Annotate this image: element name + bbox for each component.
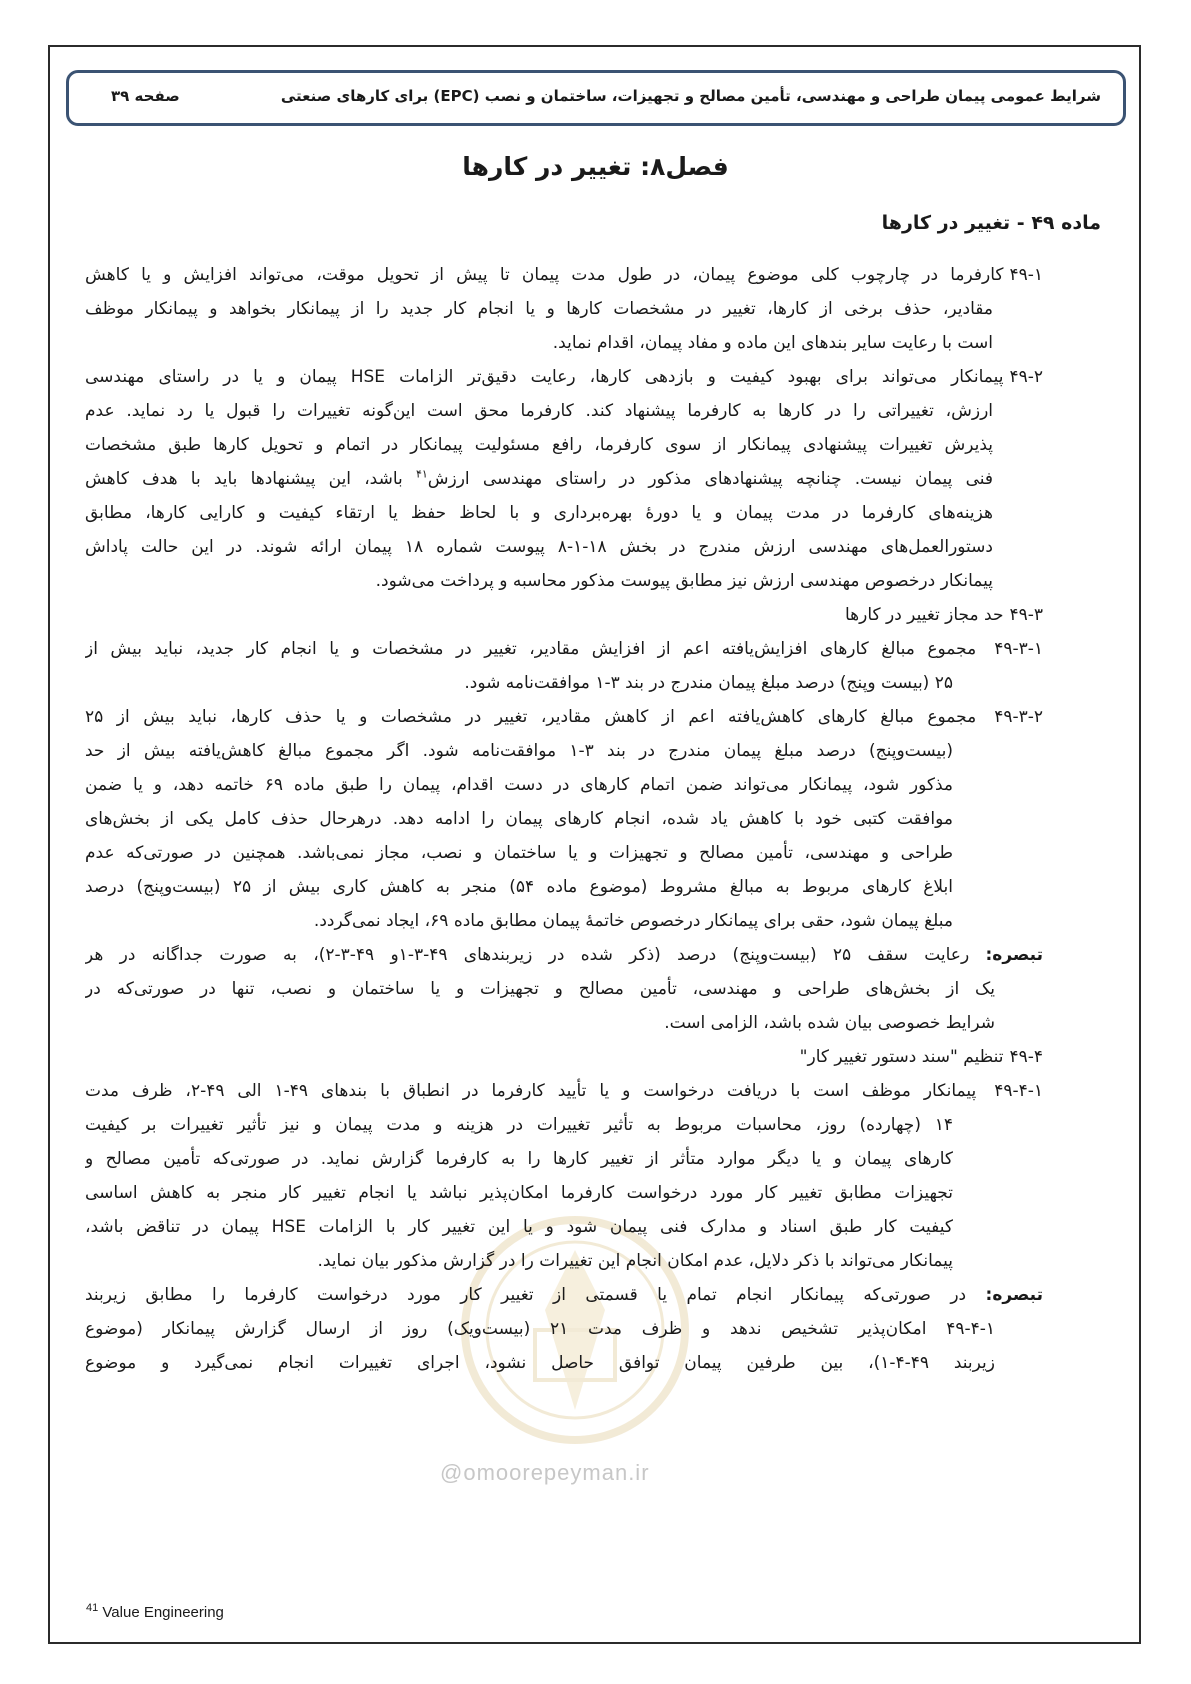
clause-line: کارهای پیمان و یا دیگر موارد متأثر از تغییر کارها را به کارفرما گزارش نماید. در صورتی‌که تأمین مصالح و [85, 1149, 953, 1169]
note-line: تبصره: در صورتی‌که پیمانکار انجام تمام یا قسمتی از تغییر کار مورد درخواست کارفرما را مطابق زیربند [85, 1285, 1043, 1305]
clause-line: ۱۴ (چهارده) روز، محاسبات مربوط به تأثیر تغییرات در هزینه و مدت پیمان و نیز تأثیر تغییرات بر کیفیت [85, 1115, 953, 1135]
clause-number: ۴۹-۲ [1009, 367, 1043, 387]
clause-line: مقادیر، حذف برخی از کارها، تغییر در مشخصات کارها و یا انجام کار جدید را از پیمانکار بخواهد و پیمانکار موظف [85, 299, 993, 319]
clause-number: ۴۹-۳-۱ [994, 639, 1043, 659]
clause-number: ۴۹-۳ [1009, 605, 1043, 625]
clause-line: مبلغ پیمان شود، حقی برای پیمانکار درخصوص خاتمهٔ پیمان مطابق ماده ۶۹، ایجاد نمی‌گردد. [313, 911, 953, 931]
clause-line: ۴۹-۳-۲مجموع مبالغ کارهای کاهش‌یافته اعم از کاهش مقادیر، تغییر در مشخصات و یا حذف کارها، نباید بیش از ۲۵ [85, 707, 1043, 727]
document-body [85, 258, 1043, 1380]
article-title: ماده ۴۹ - تغییر در کارها [881, 212, 1101, 234]
clause-line: دستورالعمل‌های مهندسی ارزش مندرج در بخش ۱۸-۱-۸ پیوست شماره ۱۸ پیمان ارائه شوند. در این حالت پاداش [85, 537, 993, 557]
clause-line: پذیرش تغییرات پیشنهادی پیمانکار از سوی کارفرما، رافع مسئولیت پیمانکار در اتمام و تحویل کارها طبق مشخصات [85, 435, 993, 455]
page-header [66, 70, 1126, 126]
clause-line: مذکور شود، پیمانکار می‌تواند ضمن اتمام کارهای در دست اقدام، پیمان را طبق ماده ۶۹ خاتمه دهد، و یا ضمن [85, 775, 953, 795]
clause-line: تجهیزات مطابق تغییر کار مورد درخواست کارفرما امکان‌پذیر نباشد یا انجام تغییر کار منجر به کاهش اساسی [85, 1183, 953, 1203]
clause-line: طراحی و مهندسی، تأمین مصالح و تجهیزات و یا ساختمان و نصب، مجاز نمی‌باشد. همچنین در صورتی‌که عدم [85, 843, 953, 863]
watermark-text: @omoorepeyman.ir [440, 1460, 650, 1485]
clause-line: موافقت کتبی خود با کاهش یاد شده، انجام کارهای پیمان را ادامه دهد. درهرحال حذف کامل یکی از بخش‌های [85, 809, 953, 829]
clause-line: ارزش، تغییراتی را در کارها به کارفرما پیشنهاد کند. کارفرما محق است این‌گونه تغییرات را قبول یا رد نماید. عدم [85, 401, 993, 421]
clause-number: ۴۹-۱ [1009, 265, 1043, 285]
clause-line: ۴۹-۲پیمانکار می‌تواند برای بهبود کیفیت و بازدهی کارها، رعایت دقیق‌تر الزامات HSE پیمان و یا در راستای مهندسی [85, 367, 1043, 387]
clause-line: هزینه‌های کارفرما در مدت پیمان و یا دورهٔ بهره‌برداری و با لحاظ حفظ یا ارتقاء کیفیت و کارایی کارها، مطابق [85, 503, 993, 523]
clause-line: پیمانکار درخصوص مهندسی ارزش نیز مطابق پیوست مذکور محاسبه و پرداخت می‌شود. [375, 571, 993, 591]
clause-line: ۴۹-۴-۱پیمانکار موظف است با دریافت درخواست و یا تأیید کارفرما در انطباق با بندهای ۴۹-۱ الی ۴۹-۲، ظرف مدت [85, 1081, 1043, 1101]
footnote-text: Value Engineering [98, 1604, 224, 1621]
chapter-title: فصل۸: تغییر در کارها [462, 152, 729, 181]
footnote-ref: ۴۱ [415, 467, 428, 481]
clause-line: ابلاغ کارهای مربوط به مبالغ مشروط (موضوع ماده ۵۴) منجر به کاهش کاری بیش از ۲۵ (بیست‌وپنج) درصد [85, 877, 953, 897]
note-label: تبصره: [985, 945, 1043, 965]
clause-line: ۴۹-۴تنظیم "سند دستور تغییر کار" [799, 1047, 1043, 1067]
clause-number: ۴۹-۴ [1009, 1047, 1043, 1067]
footnote-number: 41 [86, 1602, 99, 1614]
footnote [86, 1604, 224, 1621]
note-line: تبصره: رعایت سقف ۲۵ (بیست‌وپنج) درصد (ذکر شده در زیربندهای ۴۹-۳-۱و ۴۹-۳-۲)، به صورت جداگانه در هر [85, 945, 1043, 965]
note-line: ۴۹-۴-۱ امکان‌پذیر تشخیص ندهد و ظرف مدت ۲۱ (بیست‌ویک) روز از ارسال گزارش پیمانکار (موضوع [85, 1319, 995, 1339]
clause-number: ۴۹-۳-۲ [994, 707, 1043, 727]
clause-line: پیمانکار می‌تواند با ذکر دلایل، عدم امکان انجام این تغییرات را در گزارش مذکور بیان نماید. [317, 1251, 953, 1271]
clause-number: ۴۹-۴-۱ [994, 1081, 1043, 1101]
note-label: تبصره: [985, 1285, 1043, 1305]
note-line: یک از بخش‌های طراحی و مهندسی، تأمین مصالح و تجهیزات و یا ساختمان و نصب، تنها در صورتی‌که در [85, 979, 995, 999]
clause-line: ۴۹-۳حد مجاز تغییر در کارها [844, 605, 1043, 625]
clause-line: ۴۹-۳-۱مجموع مبالغ کارهای افزایش‌یافته اعم از افزایش مقادیر، تغییر در مشخصات و یا انجام کار جدید، نباید بیش از [85, 639, 1043, 659]
note-line: زیربند ۴۹-۴-۱)، بین طرفین پیمان توافق حاصل نشود، اجرای تغییرات انجام نمی‌گیرد و موضوع [85, 1353, 995, 1373]
clause-line: است با رعایت سایر بندهای این ماده و مفاد پیمان، اقدام نماید. [552, 333, 993, 353]
note-line: شرایط خصوصی بیان شده باشد، الزامی است. [664, 1013, 995, 1033]
clause-line: ۴۹-۱کارفرما در چارچوب کلی موضوع پیمان، در طول مدت پیمان تا پیش از تحویل موقت، می‌تواند افزایش و یا کاهش [85, 265, 1043, 285]
clause-line: فنی پیمان نیست. چنانچه پیشنهادهای مذکور در راستای مهندسی ارزش$^{۴۱}$ باشد، این پیشنهادها باید با هدف کاهش [85, 467, 993, 489]
clause-line: ۲۵ (بیست وپنج) درصد مبلغ پیمان مندرج در بند ۳-۱ موافقت‌نامه شود. [464, 673, 953, 693]
page-number: صفحه ۳۹ [111, 87, 180, 105]
clause-line: (بیست‌وپنج) درصد مبلغ پیمان مندرج در بند ۳-۱ موافقت‌نامه شود. اگر مجموع مبالغ کاهش‌یافته بیش از حد [85, 741, 953, 761]
header-title: شرایط عمومی پیمان طراحی و مهندسی، تأمین مصالح و تجهیزات، ساختمان و نصب (EPC) برای کارهای صنعتی [280, 87, 1101, 105]
clause-line: کیفیت کار طبق اسناد و مدارک فنی پیمان شود و یا این تغییر کار با الزامات HSE پیمان در تناقض باشد، [85, 1217, 953, 1237]
